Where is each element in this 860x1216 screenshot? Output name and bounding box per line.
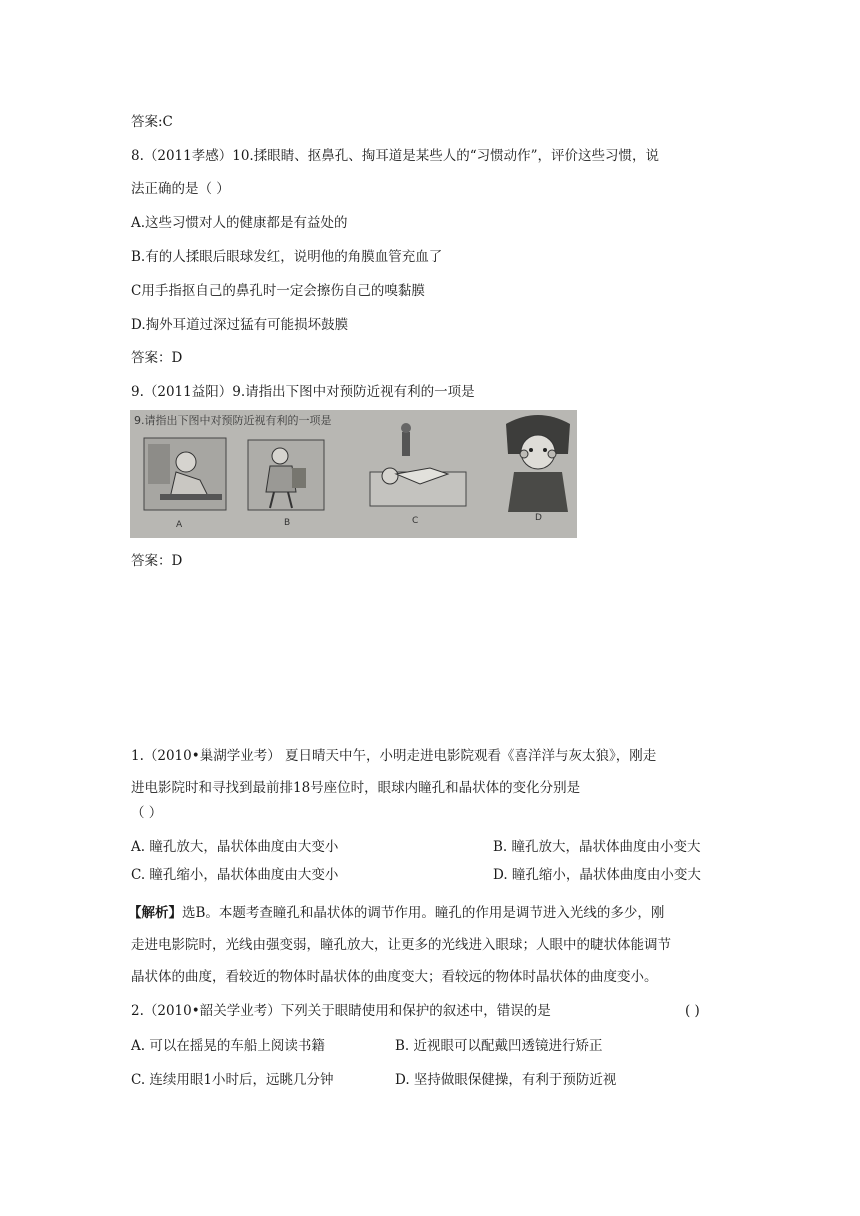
- q8-option-d: D.掏外耳道过深过猛有可能损坏鼓膜: [131, 317, 349, 333]
- q8-line2: 法正确的是（ ）: [131, 181, 230, 197]
- q1-option-a: A. 瞳孔放大，晶状体曲度由大变小: [131, 839, 339, 855]
- q2-line1-row: [131, 1001, 731, 1021]
- q9-figure-caption: 9.请指出下图中对预防近视有利的一项是: [134, 414, 332, 427]
- q8-line1: 8.（2011孝感）10.揉眼睛、抠鼻孔、掏耳道是某些人的“习惯动作”，评价这些习惯，说: [131, 148, 660, 164]
- q1-line1: 1.（2010•巢湖学业考） 夏日晴天中午，小明走进电影院观看《喜洋洋与灰太狼》，刚走: [131, 748, 657, 764]
- figure-panel-a: [144, 438, 226, 510]
- q8-option-c: C用手指抠自己的鼻孔时一定会擦伤自己的嗅黏膜: [131, 283, 425, 299]
- q1-options-row1: [131, 837, 731, 857]
- q1-option-c: C. 瞳孔缩小，晶状体曲度由大变小: [131, 867, 339, 883]
- q2-option-c: C. 连续用眼1小时后，远眺几分钟: [131, 1072, 334, 1088]
- q2-option-b: B. 近视眼可以配戴凹透镜进行矫正: [395, 1038, 603, 1054]
- q2-option-d: D. 坚持做眼保健操，有利于预防近视: [395, 1072, 617, 1088]
- q1-analysis-line2: 走进电影院时，光线由强变弱，瞳孔放大，让更多的光线进入眼球；人眼中的睫状体能调节: [131, 937, 671, 953]
- q1-line3: （ ）: [131, 805, 163, 821]
- q1-analysis-line3: 晶状体的曲度，看较近的物体时晶状体的曲度变大；看较远的物体时晶状体的曲度变小。: [131, 969, 658, 985]
- figure-label-d: D: [535, 513, 542, 523]
- q2-options-row2: [131, 1070, 731, 1090]
- q1-line2: 进电影院时和寻找到最前排18号座位时，眼球内瞳孔和晶状体的变化分别是: [131, 780, 581, 796]
- figure-panel-b: [248, 440, 324, 510]
- analysis-tag: 【解析】: [128, 905, 182, 921]
- q1-options-row2: [131, 865, 731, 885]
- answer-prev: 答案:C: [131, 114, 173, 130]
- figure-label-a: A: [176, 520, 183, 530]
- q9-figure-image: [130, 410, 577, 538]
- q2-line1: 2.（2010•韶关学业考）下列关于眼睛使用和保护的叙述中，错误的是: [131, 1003, 551, 1019]
- q9-line1: 9.（2011益阳）9.请指出下图中对预防近视有利的一项是: [131, 384, 475, 400]
- q8-option-a: A.这些习惯对人的健康都是有益处的: [131, 215, 348, 231]
- q1-option-d: D. 瞳孔缩小，晶状体曲度由小变大: [493, 867, 701, 883]
- analysis-text-1: 选B。本题考查瞳孔和晶状体的调节作用。瞳孔的作用是调节进入光线的多少，刚: [182, 905, 665, 921]
- figure-label-c: C: [412, 516, 419, 526]
- q8-option-b: B.有的人揉眼后眼球发红，说明他的角膜血管充血了: [131, 249, 443, 265]
- q2-option-a: A. 可以在摇晃的车船上阅读书籍: [131, 1038, 325, 1054]
- q8-answer: 答案：D: [131, 350, 183, 366]
- q2-options-row1: [131, 1036, 731, 1056]
- q2-paren: ( ): [685, 1003, 700, 1019]
- q1-analysis-line1: [128, 903, 664, 923]
- q1-option-b: B. 瞳孔放大，晶状体曲度由小变大: [493, 839, 701, 855]
- figure-label-b: B: [284, 518, 291, 528]
- q9-answer: 答案：D: [131, 553, 183, 569]
